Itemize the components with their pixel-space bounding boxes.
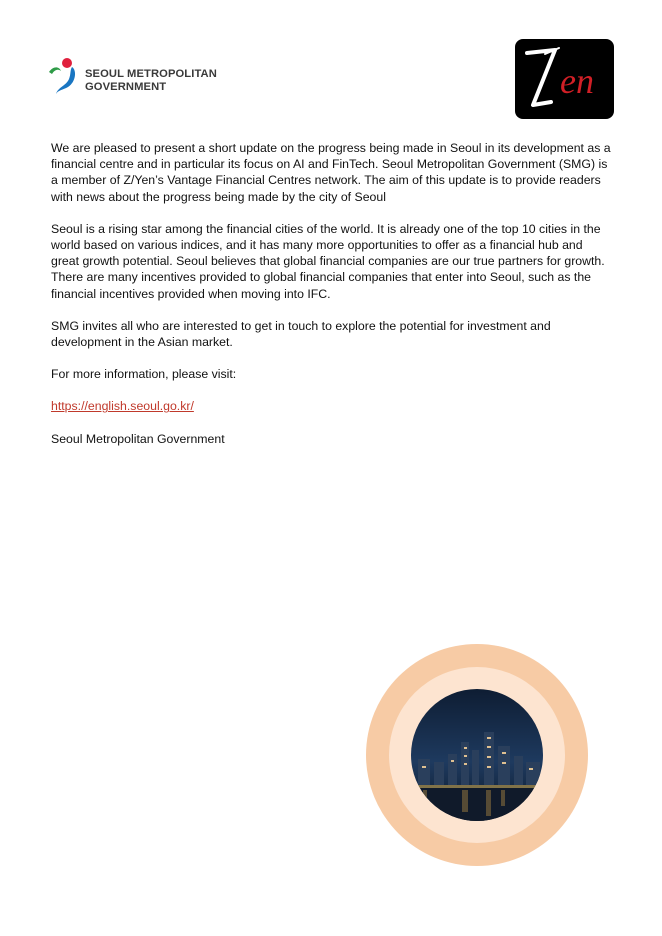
document-body (51, 140, 611, 463)
seoul-website-link[interactable]: https://english.seoul.go.kr/ (51, 399, 194, 414)
invitation-paragraph: SMG invites all who are interested to get in touch to explore the potential for investment and development in the Asian market. (51, 318, 551, 350)
signature: Seoul Metropolitan Government (51, 431, 225, 446)
seoul-government-logo (46, 56, 226, 100)
seoul-rising-paragraph: Seoul is a rising star among the financial cities of the world. It is already one of the top 10 cities in the world based on various indices, and it has many more opportunities to offer as a financial hub and great growth potential. Seoul believes that global financial companies are our true partners for growth. There are many incentives provided to global financial companies that enter into Seoul, such as the financial incentives provided when moving into IFC. (51, 221, 605, 301)
intro-paragraph: We are pleased to present a short update on the progress being made in Seoul in its development as a financial centre and in particular its focus on AI and FinTech. Seoul Metropolitan Government (SMG) is a member of Z/Yen’s Vantage Financial Centres network. The aim of this update is to provide readers with news about the progress being made by the city of Seoul (51, 141, 611, 204)
seoul-logo-line2: GOVERNMENT (85, 81, 167, 93)
zyen-logo-text: en (560, 61, 594, 101)
more-info-label: For more information, please visit: (51, 367, 237, 382)
seoul-skyline-photo (366, 644, 588, 866)
seoul-emblem-icon (46, 56, 82, 96)
seoul-logo-line1: SEOUL METROPOLITAN (85, 68, 217, 80)
zyen-logo (515, 39, 614, 119)
